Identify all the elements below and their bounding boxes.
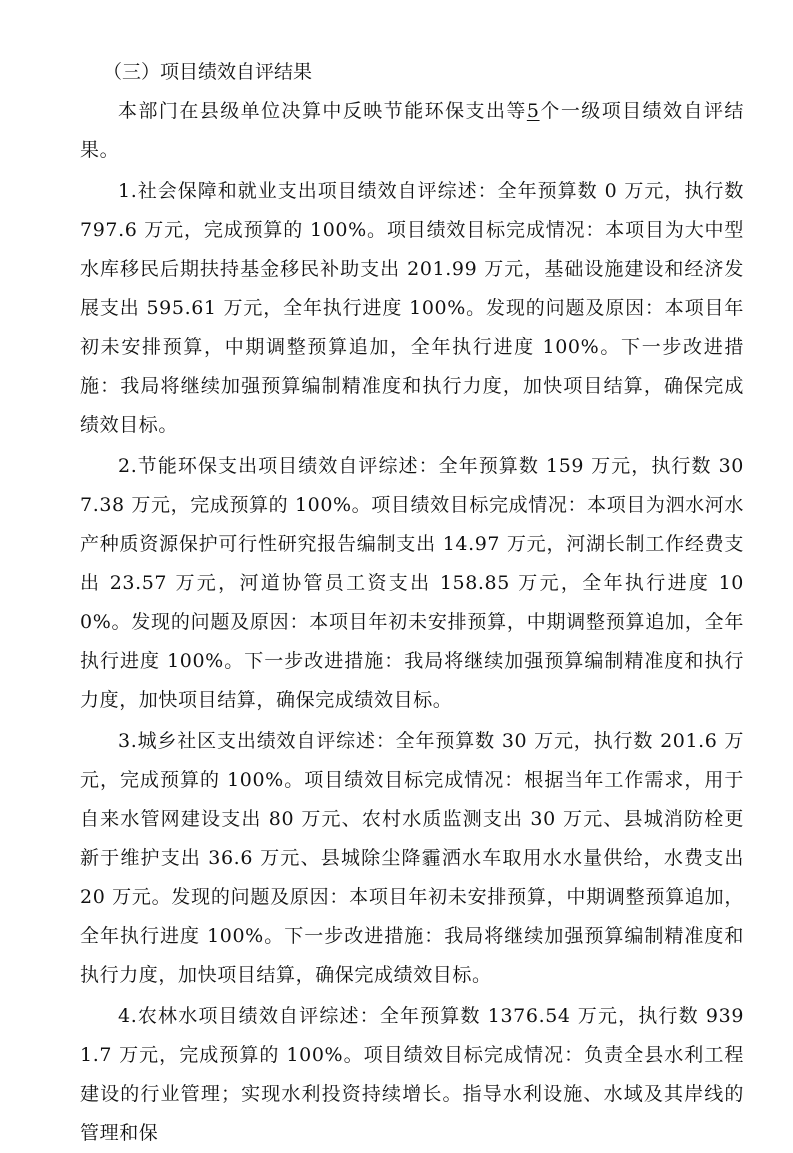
document-body [80, 92, 744, 1153]
item-lead: 2.节能环保支出项目绩效自评综述： [118, 455, 439, 477]
intro-paragraph [80, 92, 744, 170]
intro-text-after: 个一级项目绩效自评结果。 [80, 100, 744, 161]
intro-text-before: 本部门在县级单位决算中反映节能环保支出等 [118, 100, 527, 122]
item-body: 全年预算数 159 万元，执行数 307.38 万元，完成预算的 100%。项目绩效目标完成情况：本项目为泗水河水产种质资源保护可行性研究报告编制支出 14.97 万元，河湖长制工作经费支出 23.57 万元，河道协管员工资支出 158.85 万元，全年执行进度 100%。发现的问题及原因：本项目年初未安排预算，中期调整预算追加，全年执行进度 100%。下一步改进措施：我局将继续加强预算编制精准度和执行力度，加快项目结算，确保完成绩效目标。 [80, 455, 744, 711]
section-heading: （三）项目绩效自评结果 [103, 61, 313, 83]
item-paragraph-social-security [80, 172, 744, 445]
item-lead: 4.农林水项目绩效自评综述： [118, 1005, 380, 1027]
item-body: 全年预算数 30 万元，执行数 201.6 万元，完成预算的 100%。项目绩效目标完成情况：根据当年工作需求，用于自来水管网建设支出 80 万元、农村水质监测支出 30 万元、县城消防栓更新于维护支出 36.6 万元、县城除尘降霾洒水车取用水水量供给，水费支出 20 万元。发现的问题及原因：本项目年初未安排预算，中期调整预算追加，全年执行进度 100%。下一步改进措施：我局将继续加强预算编制精准度和执行力度，加快项目结算，确保完成绩效目标。 [80, 730, 744, 986]
item-paragraph-energy-environment [80, 447, 744, 720]
item-lead: 1.社会保障和就业支出项目绩效自评综述： [118, 180, 498, 202]
item-paragraph-urban-rural [80, 722, 744, 995]
intro-count: 5 [526, 100, 540, 122]
item-paragraph-agriculture-water [80, 997, 744, 1153]
item-body: 全年预算数 0 万元，执行数 797.6 万元，完成预算的 100%。项目绩效目标完成情况：本项目为大中型水库移民后期扶持基金移民补助支出 201.99 万元，基础设施建设和经济发展支出 595.61 万元，全年执行进度 100%。发现的问题及原因：本项目年初未安排预算，中期调整预算追加，全年执行进度 100%。下一步改进措施：我局将继续加强预算编制精准度和执行力度，加快项目结算，确保完成绩效目标。 [80, 180, 744, 436]
item-body: 全年预算数 1376.54 万元，执行数 9391.7 万元，完成预算的 100%。项目绩效目标完成情况：负责全县水利工程建设的行业管理；实现水利投资持续增长。指导水利设施、水域及其岸线的管理和保 [80, 1005, 745, 1144]
item-lead: 3.城乡社区支出绩效自评综述： [118, 730, 396, 752]
